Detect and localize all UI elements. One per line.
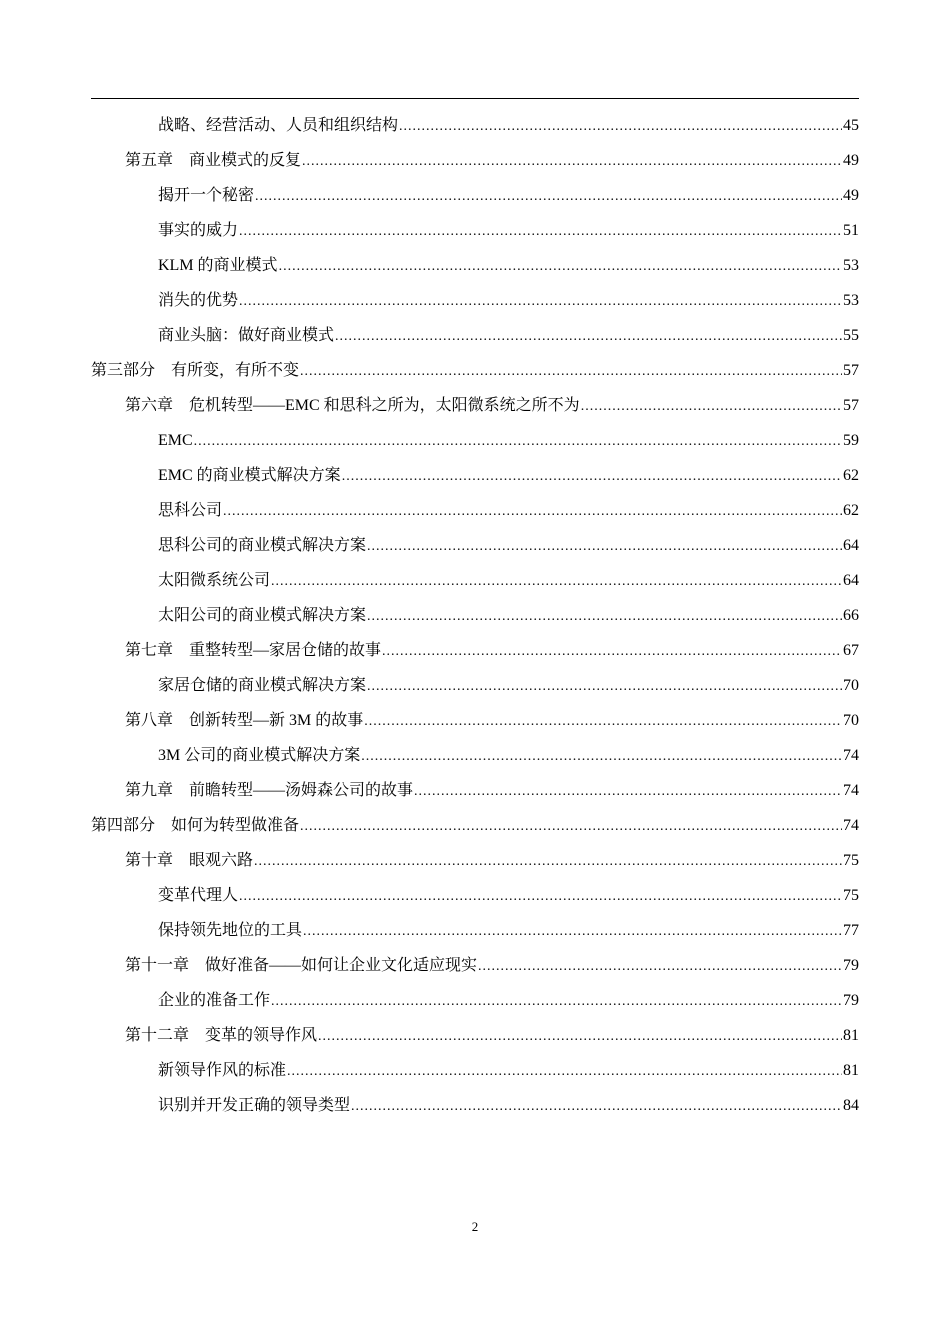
toc-entry-title: KLM 的商业模式 <box>158 257 278 274</box>
toc-entry-page: 62 <box>843 502 859 519</box>
toc-entry[interactable] <box>91 1018 859 1053</box>
dot-leader <box>367 529 842 564</box>
toc-entry-page: 57 <box>843 362 859 379</box>
table-of-contents <box>91 108 859 1123</box>
dot-leader <box>300 809 842 844</box>
dot-leader <box>361 739 842 774</box>
toc-entry-page: 49 <box>843 152 859 169</box>
toc-entry-title: 第十章 眼观六路 <box>125 852 254 869</box>
dot-leader <box>302 144 842 179</box>
toc-entry-title: 事实的威力 <box>158 222 239 239</box>
toc-entry[interactable] <box>91 528 859 563</box>
toc-entry-page: 70 <box>843 677 859 694</box>
toc-entry-page: 62 <box>843 467 859 484</box>
toc-entry-title: 第十二章 变革的领导作风 <box>125 1027 318 1044</box>
toc-entry-title: 第五章 商业模式的反复 <box>125 152 302 169</box>
toc-entry[interactable] <box>91 878 859 913</box>
toc-entry-title: 家居仓储的商业模式解决方案 <box>158 677 367 694</box>
toc-entry[interactable] <box>91 738 859 773</box>
toc-entry-title: 揭开一个秘密 <box>158 187 255 204</box>
toc-entry[interactable] <box>91 668 859 703</box>
toc-entry-page: 81 <box>843 1027 859 1044</box>
toc-entry-title: 3M 公司的商业模式解决方案 <box>158 747 361 764</box>
dot-leader <box>300 354 842 389</box>
toc-entry-title: 第四部分 如何为转型做准备 <box>91 817 300 834</box>
dot-leader <box>239 879 842 914</box>
dot-leader <box>382 634 842 669</box>
dot-leader <box>351 1089 842 1124</box>
toc-entry[interactable] <box>91 318 859 353</box>
toc-entry[interactable] <box>91 808 859 843</box>
toc-entry-page: 59 <box>843 432 859 449</box>
toc-entry[interactable] <box>91 563 859 598</box>
toc-entry[interactable] <box>91 1053 859 1088</box>
toc-entry-page: 53 <box>843 292 859 309</box>
toc-entry-title: 商业头脑：做好商业模式 <box>158 327 335 344</box>
toc-entry-page: 75 <box>843 887 859 904</box>
toc-entry-title: 第九章 前瞻转型——汤姆森公司的故事 <box>125 782 414 799</box>
toc-entry[interactable] <box>91 493 859 528</box>
toc-entry[interactable] <box>91 143 859 178</box>
page-number: 2 <box>471 1219 479 1234</box>
dot-leader <box>287 1054 842 1089</box>
toc-entry[interactable] <box>91 1088 859 1123</box>
toc-entry-title: 第六章 危机转型——EMC 和思科之所为，太阳微系统之所不为 <box>125 397 580 414</box>
toc-entry[interactable] <box>91 843 859 878</box>
dot-leader <box>335 319 842 354</box>
toc-entry-title: 太阳公司的商业模式解决方案 <box>158 607 367 624</box>
toc-entry-page: 67 <box>843 642 859 659</box>
toc-entry-title: 第十一章 做好准备——如何让企业文化适应现实 <box>125 957 478 974</box>
dot-leader <box>271 564 842 599</box>
toc-entry-title: 识别并开发正确的领导类型 <box>158 1097 351 1114</box>
toc-entry-title: 企业的准备工作 <box>158 992 271 1009</box>
dot-leader <box>254 844 842 879</box>
toc-entry-page: 51 <box>843 222 859 239</box>
toc-entry[interactable] <box>91 703 859 738</box>
toc-entry[interactable] <box>91 248 859 283</box>
dot-leader <box>399 109 842 144</box>
toc-entry[interactable] <box>91 983 859 1018</box>
toc-entry-title: 消失的优势 <box>158 292 239 309</box>
dot-leader <box>255 179 842 214</box>
toc-entry-page: 55 <box>843 327 859 344</box>
toc-entry-page: 53 <box>843 257 859 274</box>
toc-entry[interactable] <box>91 423 859 458</box>
toc-entry-page: 74 <box>843 782 859 799</box>
toc-entry[interactable] <box>91 773 859 808</box>
toc-entry[interactable] <box>91 633 859 668</box>
toc-entry-page: 64 <box>843 572 859 589</box>
toc-entry-title: EMC 的商业模式解决方案 <box>158 467 341 484</box>
dot-leader <box>478 949 842 984</box>
dot-leader <box>194 424 842 459</box>
toc-entry[interactable] <box>91 108 859 143</box>
toc-entry-page: 64 <box>843 537 859 554</box>
toc-entry-page: 81 <box>843 1062 859 1079</box>
toc-entry-page: 84 <box>843 1097 859 1114</box>
toc-entry[interactable] <box>91 283 859 318</box>
toc-entry-page: 79 <box>843 992 859 1009</box>
toc-entry-page: 45 <box>843 117 859 134</box>
toc-entry[interactable] <box>91 913 859 948</box>
dot-leader <box>239 284 842 319</box>
toc-entry-title: EMC <box>158 432 193 449</box>
toc-entry-page: 66 <box>843 607 859 624</box>
dot-leader <box>581 389 842 424</box>
toc-entry[interactable] <box>91 948 859 983</box>
toc-entry-page: 79 <box>843 957 859 974</box>
toc-entry-page: 74 <box>843 747 859 764</box>
toc-entry-title: 新领导作风的标准 <box>158 1062 287 1079</box>
toc-entry-title: 太阳微系统公司 <box>158 572 271 589</box>
toc-entry-title: 思科公司的商业模式解决方案 <box>158 537 367 554</box>
toc-entry-title: 第三部分 有所变，有所不变 <box>91 362 300 379</box>
toc-entry-title: 战略、经营活动、人员和组织结构 <box>158 117 399 134</box>
dot-leader <box>271 984 842 1019</box>
dot-leader <box>367 599 842 634</box>
toc-entry-page: 77 <box>843 922 859 939</box>
toc-entry-title: 第七章 重整转型—家居仓储的故事 <box>125 642 382 659</box>
toc-entry-page: 70 <box>843 712 859 729</box>
toc-entry-title: 变革代理人 <box>158 887 239 904</box>
toc-entry-page: 57 <box>843 397 859 414</box>
toc-entry[interactable] <box>91 598 859 633</box>
dot-leader <box>414 774 842 809</box>
dot-leader <box>367 669 842 704</box>
toc-entry-title: 思科公司 <box>158 502 223 519</box>
toc-entry[interactable] <box>91 213 859 248</box>
dot-leader <box>364 704 842 739</box>
dot-leader <box>239 214 842 249</box>
toc-entry-title: 第八章 创新转型—新 3M 的故事 <box>125 712 364 729</box>
toc-entry[interactable] <box>91 178 859 213</box>
dot-leader <box>223 494 842 529</box>
toc-entry-page: 74 <box>843 817 859 834</box>
header-rule <box>91 98 859 99</box>
dot-leader <box>342 459 842 494</box>
toc-entry-page: 49 <box>843 187 859 204</box>
dot-leader <box>303 914 842 949</box>
toc-entry[interactable] <box>91 458 859 493</box>
toc-entry-title: 保持领先地位的工具 <box>158 922 303 939</box>
dot-leader <box>318 1019 842 1054</box>
toc-entry[interactable] <box>91 353 859 388</box>
toc-entry-page: 75 <box>843 852 859 869</box>
toc-entry[interactable] <box>91 388 859 423</box>
dot-leader <box>279 249 842 284</box>
